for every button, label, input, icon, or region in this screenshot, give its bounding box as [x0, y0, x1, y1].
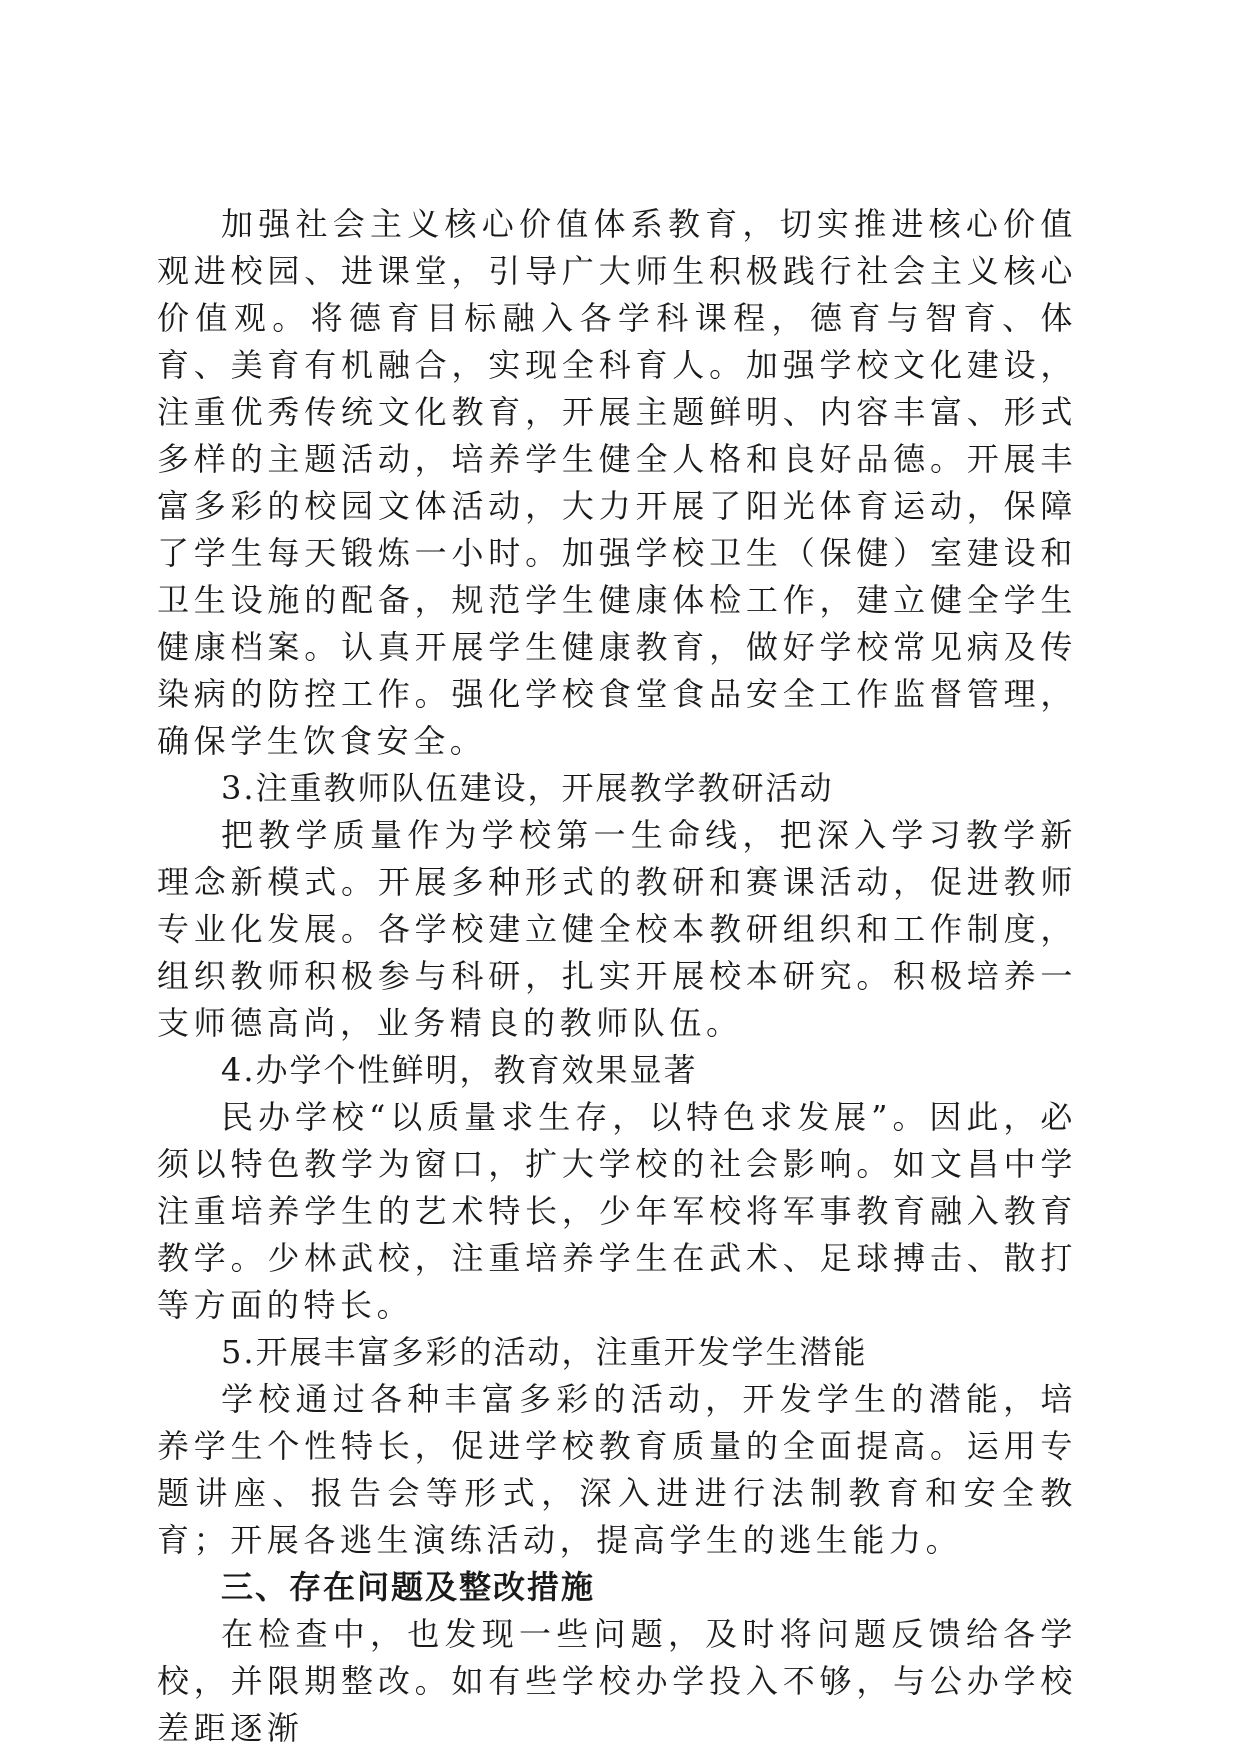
section-heading-problems: 三、存在问题及整改措施 [221, 1568, 596, 1606]
subheading-teacher-team: 3.注重教师队伍建设，开展教学教研活动 [221, 769, 834, 807]
paragraph-moral-education: 加强社会主义核心价值体系教育，切实推进核心价值观进校园、进课堂，引导广大师生积极践行社会主义核心价值观。将德育目标融入各学科课程，德育与智育、体育、美育有机融合，实现全科育人。加强学校文化建设，注重优秀传统文化教育，开展主题鲜明、内容丰富、形式多样的主题活动，培养学生健全人格和良好品德。开展丰富多彩的校园文体活动，大力开展了阳光体育运动，保障了学生每天锻炼一小时。加强学校卫生（保健）室建设和卫生设施的配备，规范学生健康体检工作，建立健全学生健康档案。认真开展学生健康教育，做好学校常见病及传染病的防控工作。强化学校食堂食品安全工作监督管理，确保学生饮食安全。 [157, 205, 1077, 760]
paragraph-teaching-quality: 把教学质量作为学校第一生命线，把深入学习教学新理念新模式。开展多种形式的教研和赛课活动，促进教师专业化发展。各学校建立健全校本教研组织和工作制度，组织教师积极参与科研，扎实开展校本研究。积极培养一支师德高尚，业务精良的教师队伍。 [157, 816, 1077, 1042]
paragraph-inspection: 在检查中，也发现一些问题，及时将问题反馈给各学校，并限期整改。如有些学校办学投入不够，与公办学校差距逐渐 [157, 1615, 1077, 1747]
subheading-school-character: 4.办学个性鲜明，教育效果显著 [221, 1051, 698, 1089]
paragraph-private-schools: 民办学校“以质量求生存，以特色求发展”。因此，必须以特色教学为窗口，扩大学校的社会影响。如文昌中学注重培养学生的艺术特长，少年军校将军事教育融入教育教学。少林武校，注重培养学生在武术、足球搏击、散打等方面的特长。 [157, 1098, 1077, 1324]
paragraph-student-potential: 学校通过各种丰富多彩的活动，开发学生的潜能，培养学生个性特长，促进学校教育质量的全面提高。运用专题讲座、报告会等形式，深入进进行法制教育和安全教育；开展各逃生演练活动，提高学生的逃生能力。 [157, 1380, 1077, 1559]
document-page [157, 201, 1077, 1752]
subheading-activities: 5.开展丰富多彩的活动，注重开发学生潜能 [221, 1333, 868, 1371]
